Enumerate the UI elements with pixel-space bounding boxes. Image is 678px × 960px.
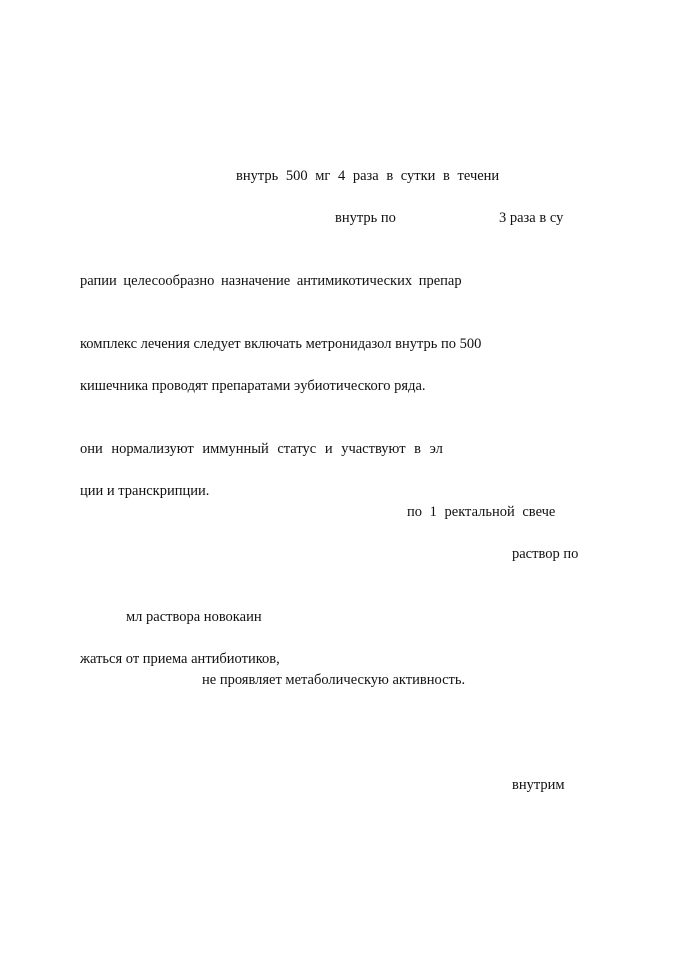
text-line-2: внутрь по xyxy=(335,210,396,226)
text-line-1: внутрь 500 мг 4 раза в сутки в течени xyxy=(236,168,500,184)
text-line-14: внутрим xyxy=(512,777,565,793)
text-line-12: жаться от приема антибиотиков, xyxy=(80,651,280,667)
text-line-10: раствор по xyxy=(512,546,579,562)
text-line-3: 3 раза в су xyxy=(499,210,564,226)
text-line-5: комплекс лечения следует включать метронидазол внутрь по 500 xyxy=(80,336,482,352)
text-line-11: мл раствора новокаин xyxy=(126,609,262,625)
text-line-8: ции и транскрипции. xyxy=(80,483,210,499)
text-line-4: рапии целесообразно назначение антимикотических препар xyxy=(80,273,462,289)
text-line-7: они нормализуют иммунный статус и участвуют в эл xyxy=(80,441,443,457)
text-line-13: не проявляет метаболическую активность. xyxy=(202,672,466,688)
text-line-9: по 1 ректальной свече xyxy=(407,504,556,520)
text-line-6: кишечника проводят препаратами эубиотического ряда. xyxy=(80,378,426,394)
